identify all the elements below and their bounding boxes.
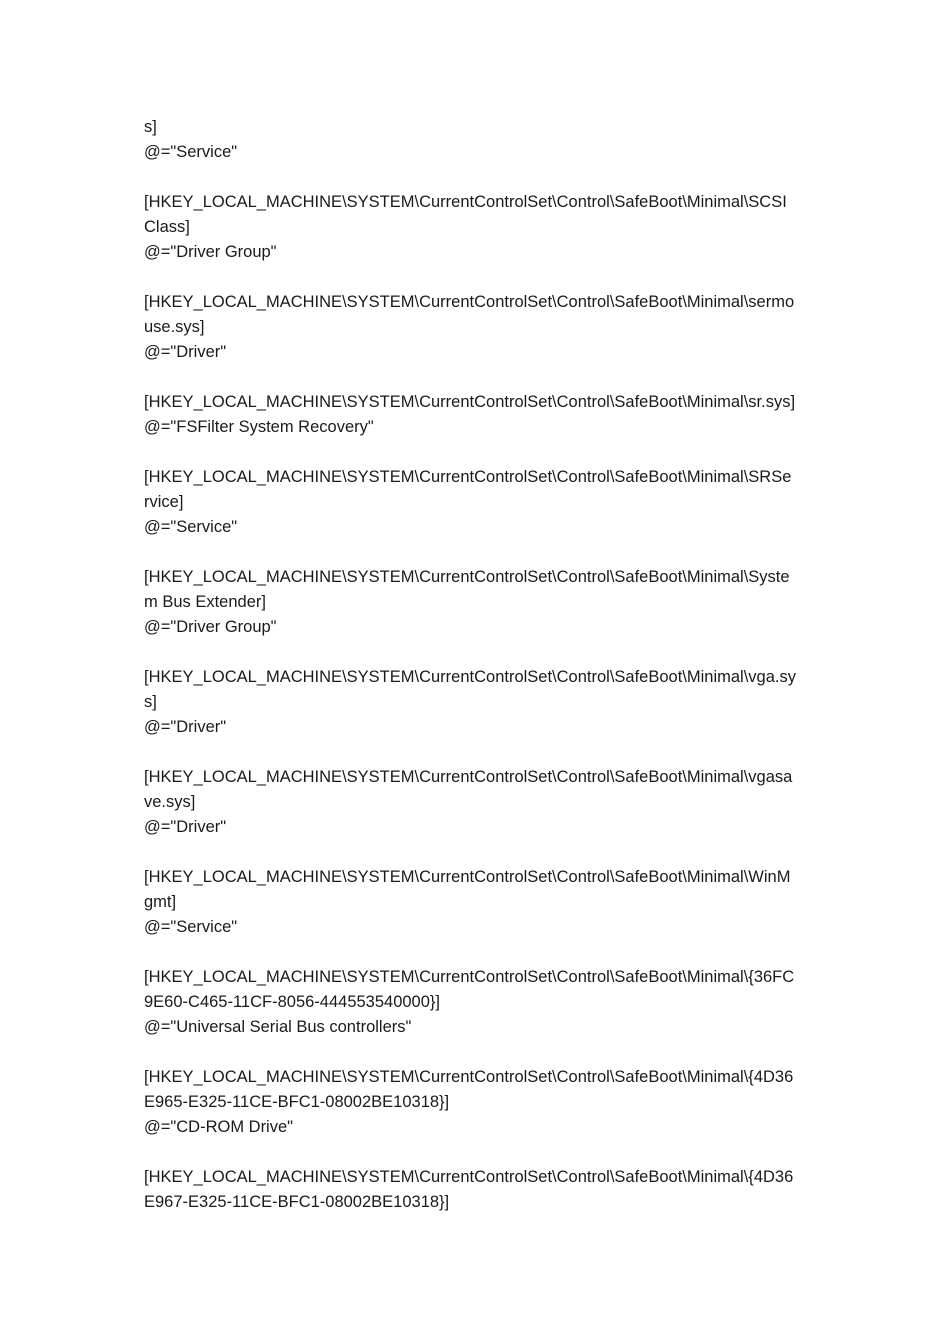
registry-key-continuation-line: use.sys] <box>144 318 205 336</box>
document-page <box>144 115 824 1215</box>
registry-key-continuation-line: s] <box>144 118 157 136</box>
registry-value-line: @="Driver" <box>144 718 227 736</box>
registry-text-body <box>144 115 824 1215</box>
registry-key-continuation-line: ve.sys] <box>144 793 196 811</box>
blank-line <box>144 1040 824 1065</box>
registry-key-line: [HKEY_LOCAL_MACHINE\SYSTEM\CurrentControlSet\Control\SafeBoot\Minimal\Syste <box>144 568 790 586</box>
registry-key-line: [HKEY_LOCAL_MACHINE\SYSTEM\CurrentControlSet\Control\SafeBoot\Minimal\vgasa <box>144 768 793 786</box>
registry-value-line: @="FSFilter System Recovery" <box>144 418 374 436</box>
registry-key-continuation-line: rvice] <box>144 493 184 511</box>
registry-value-line: @="Service" <box>144 518 238 536</box>
blank-line <box>144 1140 824 1165</box>
registry-value-line: @="Driver" <box>144 343 227 361</box>
registry-key-line: [HKEY_LOCAL_MACHINE\SYSTEM\CurrentControlSet\Control\SafeBoot\Minimal\SRSe <box>144 468 792 486</box>
blank-line <box>144 940 824 965</box>
registry-key-continuation-line: s] <box>144 693 157 711</box>
registry-value-line: @="Driver Group" <box>144 618 277 636</box>
blank-line <box>144 840 824 865</box>
registry-value-line: @="Driver" <box>144 818 227 836</box>
blank-line <box>144 640 824 665</box>
registry-key-line: [HKEY_LOCAL_MACHINE\SYSTEM\CurrentControlSet\Control\SafeBoot\Minimal\{36FC <box>144 968 795 986</box>
blank-line <box>144 265 824 290</box>
registry-key-line: [HKEY_LOCAL_MACHINE\SYSTEM\CurrentControlSet\Control\SafeBoot\Minimal\{4D36 <box>144 1168 794 1186</box>
registry-value-line: @="CD-ROM Drive" <box>144 1118 294 1136</box>
registry-key-line: [HKEY_LOCAL_MACHINE\SYSTEM\CurrentControlSet\Control\SafeBoot\Minimal\{4D36 <box>144 1068 794 1086</box>
blank-line <box>144 440 824 465</box>
registry-key-line: [HKEY_LOCAL_MACHINE\SYSTEM\CurrentControlSet\Control\SafeBoot\Minimal\sermo <box>144 293 795 311</box>
blank-line <box>144 740 824 765</box>
registry-value-line: @="Driver Group" <box>144 243 277 261</box>
registry-key-continuation-line: E967-E325-11CE-BFC1-08002BE10318}] <box>144 1193 450 1211</box>
registry-key-continuation-line: gmt] <box>144 893 177 911</box>
registry-value-line: @="Universal Serial Bus controllers" <box>144 1018 412 1036</box>
registry-key-line: [HKEY_LOCAL_MACHINE\SYSTEM\CurrentControlSet\Control\SafeBoot\Minimal\WinM <box>144 868 791 886</box>
blank-line <box>144 365 824 390</box>
registry-key-continuation-line: m Bus Extender] <box>144 593 266 611</box>
registry-key-line: [HKEY_LOCAL_MACHINE\SYSTEM\CurrentControlSet\Control\SafeBoot\Minimal\sr.sys] <box>144 393 796 411</box>
registry-key-continuation-line: E965-E325-11CE-BFC1-08002BE10318}] <box>144 1093 450 1111</box>
blank-line <box>144 165 824 190</box>
registry-key-line: [HKEY_LOCAL_MACHINE\SYSTEM\CurrentControlSet\Control\SafeBoot\Minimal\SCSI <box>144 193 787 211</box>
registry-value-line: @="Service" <box>144 143 238 161</box>
registry-key-line: [HKEY_LOCAL_MACHINE\SYSTEM\CurrentControlSet\Control\SafeBoot\Minimal\vga.sy <box>144 668 796 686</box>
registry-value-line: @="Service" <box>144 918 238 936</box>
registry-key-continuation-line: Class] <box>144 218 190 236</box>
registry-key-continuation-line: 9E60-C465-11CF-8056-444553540000}] <box>144 993 441 1011</box>
blank-line <box>144 540 824 565</box>
